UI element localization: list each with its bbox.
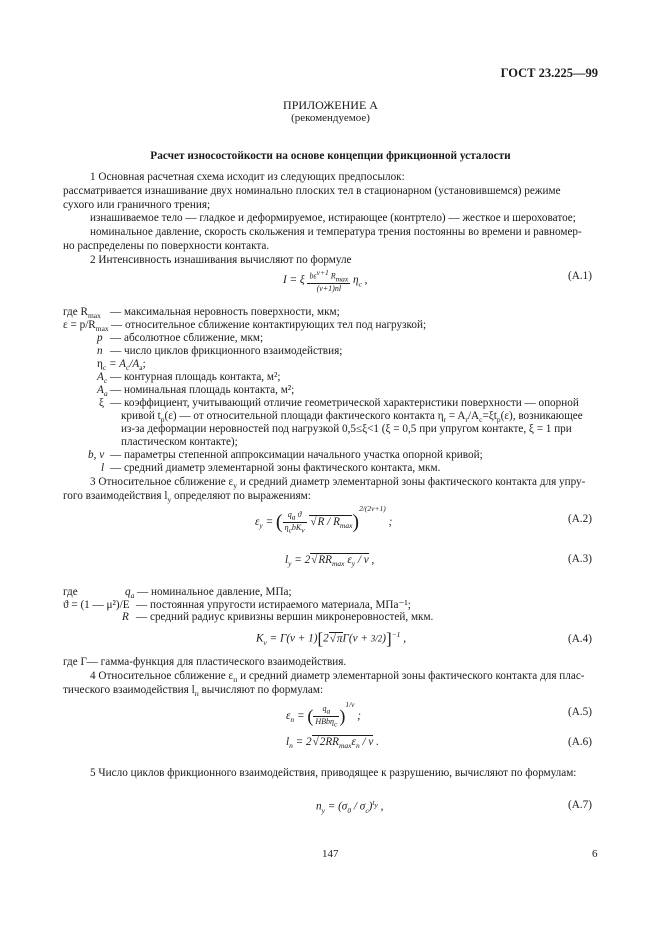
text-line: гого взаимодействия $l_y$ определяют по выражениям:	[63, 490, 311, 505]
text-line: 4 Относительное сближение $\varepsilon_п$ и средний диаметр элементарной зоны фактического контакта для плас-	[90, 670, 585, 685]
definition-text: — максимальная неровность поверхности, мкм;	[110, 306, 340, 318]
text-line: сухого или граничного трения;	[63, 199, 211, 211]
text-line: но распределены по поверхности контакта.	[63, 240, 270, 252]
definition-symbol: $A_c$	[97, 371, 108, 386]
page-number: 147	[322, 848, 339, 860]
equation-number: (А.4)	[568, 633, 592, 645]
text-line: где Г— гамма-функция для пластического взаимодействия.	[63, 656, 347, 668]
formula-a2: $\varepsilon_y$ = ( $\frac{q_a ϑ}{\eta_cbK_\nu}$ $√R / R_{max})^{2/(2\nu+1)}$ ;	[255, 504, 393, 535]
text-line: 3 Относительное сближение $\varepsilon_y$ и средний диаметр элементарной зоны фактического контакта для упру-	[90, 476, 586, 491]
definition-symbol: ϑ = (1 — μ²)/E	[63, 599, 130, 611]
text-line: изнашиваемое тело — гладкое и деформируемое, истирающее (контртело) — жесткое и шероховатое;	[90, 212, 576, 224]
definition-symbol: p	[97, 332, 103, 344]
equation-number: (А.2)	[568, 513, 592, 525]
definition-text: — контурная площадь контакта, м²;	[110, 371, 281, 383]
formula-a6: $l_п = 2√2RR_{max}\varepsilon_п / \nu$ .	[286, 736, 379, 751]
definition-text: — номинальная площадь контакта, м²;	[110, 384, 295, 396]
formula-a7: $n_y = (\sigma_0 / \sigma_c)^{t_y}$ ,	[316, 798, 384, 815]
definition-text: — номинальное давление, МПа;	[137, 586, 292, 598]
definition-symbol: $\varepsilon = p/R_{max}$	[63, 319, 109, 334]
formula-a3: $l_y = 2√RR_{max}$ $\varepsilon_y$ / ν ,	[285, 554, 375, 569]
definition-symbol: b, ν	[88, 449, 105, 461]
definition-symbol: ξ	[99, 397, 104, 409]
text-line: рассматривается изнашивание двух номинально плоских тел в стационарном (установившемся) режиме	[63, 185, 561, 197]
equation-number: (А.1)	[568, 270, 592, 282]
definition-text: кривой $t_p(\varepsilon)$ — от относительной площади фактического контакта $\eta_r = A_r/A_c=\xi t_p(\varepsilon)$, возникающее	[121, 410, 583, 425]
definition-symbol: $A_a$	[97, 384, 108, 399]
equation-number: (А.7)	[568, 799, 592, 811]
equation-number: (А.6)	[568, 736, 592, 748]
definition-symbol: $\eta_c = A_c/A_a$;	[97, 358, 146, 373]
definition-symbol: R	[122, 611, 129, 623]
definition-text: — средний диаметр элементарной зоны фактического контакта, мкм.	[110, 462, 441, 474]
appendix-title: ПРИЛОЖЕНИЕ А	[283, 98, 378, 112]
formula-a5: $\varepsilon_п$ = ( $\frac{q_a}{HBb\eta_c}$ )$^{1/\nu}$ ;	[286, 700, 362, 729]
definition-symbol: n	[97, 345, 103, 357]
sheet-number: 6	[592, 848, 598, 860]
definition-symbol: где $R_{max}$	[63, 306, 101, 321]
text-line: 1 Основная расчетная схема исходит из следующих предпосылок:	[90, 171, 405, 183]
definition-text: — средний радиус кривизны вершин микронеровностей, мкм.	[136, 611, 434, 623]
standard-number: ГОСТ 23.225—99	[500, 66, 598, 80]
appendix-subtitle: (рекомендуемое)	[291, 112, 370, 124]
definition-text: — относительное сближение контактирующих тел под нагрузкой;	[111, 319, 427, 331]
formula-a1: I = ξ $\frac{b\varepsilon^{\nu+1} R_{max}}{(\nu+1)nl}$ $\eta_c$ ,	[283, 268, 368, 294]
definition-text: пластическом контакте);	[121, 436, 238, 448]
equation-number: (А.5)	[568, 706, 592, 718]
formula-a4: $K_\nu = Г(\nu + 1)[2√\pi Г(\nu + 3/2)]^{-1}$ ,	[256, 629, 407, 648]
text-line: тического взаимодействия $l_п$ вычисляют по формулам:	[63, 684, 324, 699]
definition-text: — постоянная упругости истираемого материала, МПа⁻¹;	[136, 599, 411, 611]
equation-number: (А.3)	[568, 553, 592, 565]
definition-symbol: $q_a$	[125, 586, 135, 601]
definition-text: из-за деформации неровностей под нагрузкой 0,5≤ξ<1 (ξ = 0,5 при упругом контакте, ξ = 1 при	[121, 423, 572, 435]
section-heading: Расчет износостойкости на основе концепции фрикционной усталости	[150, 150, 511, 162]
definition-symbol: l	[101, 462, 105, 474]
definition-text: — параметры степенной аппроксимации начального участка опорной кривой;	[110, 449, 483, 461]
text-line: 5 Число циклов фрикционного взаимодействия, приводящее к разрушению, вычисляют по формулам:	[90, 767, 577, 779]
text-line: номинальное давление, скорость скольжения и температура трения постоянны во времени и равномер-	[90, 226, 582, 238]
definition-text: — абсолютное сближение, мкм;	[110, 332, 264, 344]
definition-text: — число циклов фрикционного взаимодействия;	[110, 345, 343, 357]
definition-symbol: где	[63, 586, 78, 598]
definition-text: — коэффициент, учитывающий отличие геометрической характеристики поверхности — опорной	[110, 397, 579, 409]
text-line: 2 Интенсивность изнашивания вычисляют по формуле	[90, 254, 352, 266]
